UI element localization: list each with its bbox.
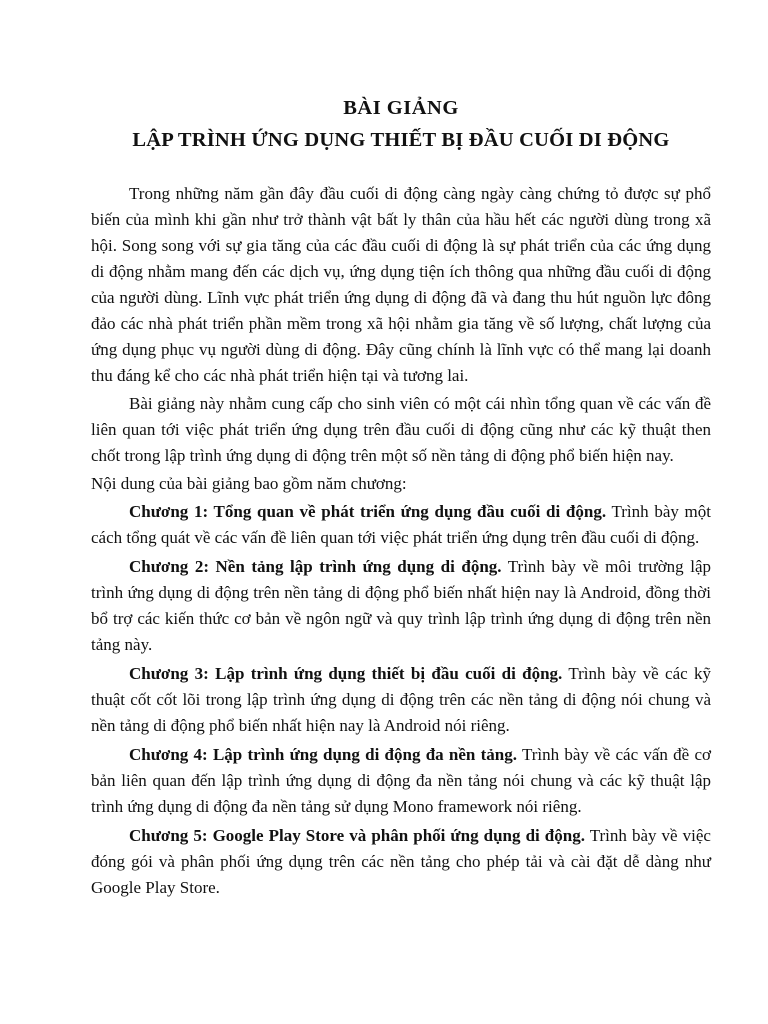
chapter-5 xyxy=(91,823,711,901)
chapter-3-text: Trình bày về các kỹ thuật cốt cốt lõi trong lập trình ứng dụng di động trên các nền tảng di động nói chung và nền tảng di động phổ biến nhất hiện nay là Android nói riêng. xyxy=(91,664,711,735)
chapter-4-heading: Chương 4: Lập trình ứng dụng di động đa nền tảng. xyxy=(129,745,518,764)
chapter-2-text: Trình bày về môi trường lập trình ứng dụng di động trên nền tảng di động phổ biến nhất hiện nay là Android, đồng thời bổ trợ các kiến thức cơ bản về ngôn ngữ và quy trình lập trình ứng dụng di động trên nền tảng này. xyxy=(91,557,711,654)
chapter-4-text: Trình bày về các vấn đề cơ bản liên quan đến lập trình ứng dụng di động đa nền tảng nói chung và các kỹ thuật lập trình ứng dụng di động đa nền tảng sử dụng Mono framework nói riêng. xyxy=(91,745,712,816)
chapter-1-text: Trình bày một cách tổng quát về các vấn đề liên quan tới việc phát triển ứng dụng trên đầu cuối di động. xyxy=(91,502,711,547)
chapter-5-heading: Chương 5: Google Play Store và phân phối ứng dụng di động. xyxy=(129,826,585,845)
chapter-1-heading: Chương 1: Tổng quan về phát triển ứng dụng đầu cuối di động. xyxy=(129,502,607,521)
intro-paragraph-1: Trong những năm gần đây đầu cuối di động càng ngày càng chứng tỏ được sự phổ biến của mình khi gần như trở thành vật bất ly thân của hầu hết các người dùng trong xã hội. Song song với sự gia tăng của các đầu cuối di động là sự phát triển của các ứng dụng di động nhằm mang đến các dịch vụ, ứng dụng tiện ích thông qua những đầu cuối di động của người dùng. Lĩnh vực phát triển ứng dụng di động đã và đang thu hút nguồn lực đông đảo các nhà phát triển phần mềm trong xã hội nhằm gia tăng về số lượng, chất lượng của ứng dụng phục vụ người dùng di động. Đây cũng chính là lĩnh vực có thể mang lại doanh thu đáng kể cho các nhà phát triển hiện tại và tương lai. xyxy=(91,184,711,385)
document-body xyxy=(91,181,711,901)
chapter-2-heading: Chương 2: Nền tảng lập trình ứng dụng di động. xyxy=(129,557,502,576)
chapter-4 xyxy=(91,742,711,820)
lecture-label: BÀI GIẢNG xyxy=(343,97,459,119)
chapter-1 xyxy=(91,499,711,551)
chapter-3 xyxy=(91,661,711,739)
document-title: LẬP TRÌNH ỨNG DỤNG THIẾT BỊ ĐẦU CUỐI DI ĐỘNG xyxy=(132,129,670,151)
chapter-3-heading: Chương 3: Lập trình ứng dụng thiết bị đầu cuối di động. xyxy=(129,664,563,683)
intro-paragraph-2: Bài giảng này nhằm cung cấp cho sinh viên có một cái nhìn tổng quan về các vấn đề liên quan tới việc phát triển ứng dụng trên đầu cuối di động cũng như các kỹ thuật then chốt trong lập trình ứng dụng di động trên một số nền tảng di động phổ biến hiện nay. xyxy=(91,394,711,465)
contents-intro: Nội dung của bài giảng bao gồm năm chương: xyxy=(91,474,407,493)
document-page xyxy=(91,92,711,904)
chapter-5-text: Trình bày về việc đóng gói và phân phối ứng dụng trên các nền tảng cho phép tải và cài đặt dễ dàng như Google Play Store. xyxy=(91,826,711,897)
chapter-2 xyxy=(91,554,711,658)
